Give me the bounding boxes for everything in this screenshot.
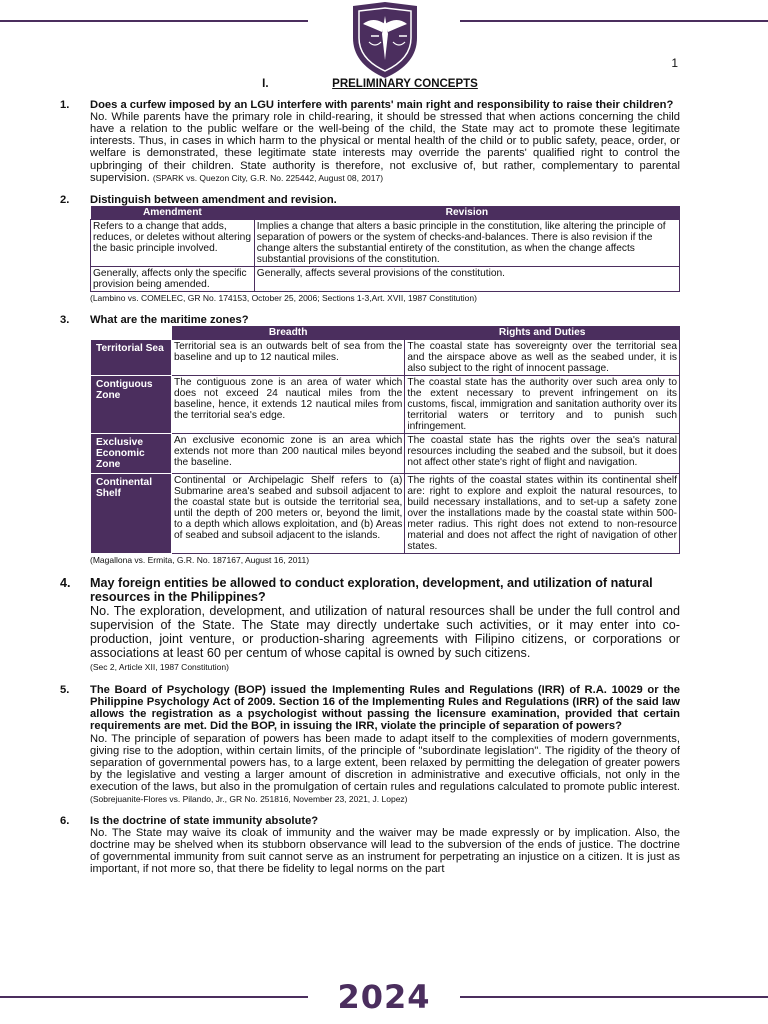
table-cell: Continental or Archipelagic Shelf refers to (a) Submarine area's seabed and subsoil adjacent to the coastal state but is outside the territorial sea, until the depth of 200 meters or, beyond the limit, to a depth which allows exploitation, and (b) Areas of seabed and subsoil adjacent to the islands.: [172, 474, 405, 554]
table-cell: Implies a change that alters a basic principle in the constitution, like altering the principle of separation of powers or the system of checks-and-balances. There is also revision if the change alters the substantial entirety of the constitution, as when the change affects substantial provisions of the constitution.: [254, 219, 679, 266]
table-row: [91, 266, 680, 291]
question-text: Is the doctrine of state immunity absolute?: [90, 815, 319, 828]
header-rule-right: [460, 20, 768, 22]
citation: (Lambino vs. COMELEC, GR No. 174153, October 25, 2006; Sections 1-3,Art. XVII, 1987 Constitution): [90, 292, 477, 303]
footer-year: 2024: [337, 978, 431, 1016]
table-row: [91, 340, 680, 376]
question-number: 4.: [60, 576, 71, 591]
page-number: 1: [671, 56, 678, 70]
section-number: I.: [262, 78, 269, 90]
table-row: [91, 434, 680, 474]
question-number: 1.: [60, 99, 70, 112]
table-row: [91, 474, 680, 554]
question-item-2: [60, 194, 680, 304]
question-number: 6.: [60, 815, 70, 828]
table-cell: The contiguous zone is an area of water which does not exceed 24 nautical miles from the baseline, hence, it extends 12 nautical miles from the territorial sea's edge.: [172, 376, 405, 434]
question-text: The Board of Psychology (BOP) issued the Implementing Rules and Regulations (IRR) of R.A. 10029 or the Philippine Psychology Act of 2009. Section 16 of the Implementing Rules and Regulations (IRR) of the said law allows the registration as a psychologist without passing the licensure examination, provided that certain requirements are met. Did the BOP, in issuing the IRR, violate the principle of separation of powers?: [90, 684, 680, 733]
question-item-1: [60, 99, 680, 184]
table-row: [91, 219, 680, 266]
table-cell: An exclusive economic zone is an area which extends not more than 200 nautical miles beyond the baseline.: [172, 434, 405, 474]
citation: (Sobrejuanite-Flores vs. Pilando, Jr., GR No. 251816, November 23, 2021, J. Lopez): [90, 793, 408, 804]
question-number: 2.: [60, 193, 70, 206]
citation: (Magallona vs. Ermita, G.R. No. 187167, August 16, 2011): [90, 555, 310, 566]
table-cell: The coastal state has the rights over the sea's natural resources including the seabed and the subsoil, but it does not affect other state's right of flight and navigation.: [405, 434, 680, 474]
question-text: May foreign entities be allowed to conduct exploration, development, and utilization of natural resources in the Philippines?: [90, 576, 653, 605]
table-cell: The coastal state has the authority over such area only to the extent necessary to prevent infringement on its customs, fiscal, immigration and sanitation authority over its territorial waters or territory and to punish such infringement.: [405, 376, 680, 434]
question-number: 5.: [60, 684, 70, 697]
answer-text: No. The exploration, development, and utilization of natural resources shall be under the full control and supervision of the State. The State may directly undertake such activities, or it may enter into co-production, joint venture, or production-sharing agreements with Filipino citizens, or corporations or associations at least 60 per centum of whose capital is owned by such citizens.: [90, 604, 680, 661]
table-header: Amendment: [91, 206, 255, 220]
table-header: Breadth: [172, 326, 405, 340]
table-cell: Generally, affects several provisions of the constitution.: [254, 266, 679, 291]
question-number: 3.: [60, 313, 70, 326]
question-text: Does a curfew imposed by an LGU interfere with parents' main right and responsibility to raise their children?: [90, 99, 674, 112]
table-header: Revision: [254, 206, 679, 220]
table-cell: Refers to a change that adds, reduces, or deletes without altering the basic principle involved.: [91, 219, 255, 266]
zone-name: Contiguous Zone: [91, 376, 172, 434]
answer-text: No. While parents have the primary role in child-rearing, it should be stressed that when actions concerning the child have a relation to the public welfare or the well-being of the child, the State may act to promote these legitimate interests. Thus, in cases in which harm to the physical or mental health of the child or to public safety, peace, order, or welfare is demonstrated, these legitimate state interests may override the parents' qualified right to control the upbringing of their children. State authority is therefore, not exclusive of, but rather, complementary to parental supervision. (SPARK vs. Quezon City, G.R. No. 225442, August 08, 2017): [90, 111, 680, 184]
table-header: Rights and Duties: [405, 326, 680, 340]
answer-text: No. The principle of separation of powers has been made to adapt itself to the complexities of modern governments, giving rise to the adoption, within certain limits, of the principle of "subordinate legislation". The rigidity of the theory of separation of governmental powers has, to a large extent, been relaxed by permitting the delegation of greater powers by the legislative and vesting a larger amount of discretion in administrative and executive officials, not only in the execution of the laws, but also in the promulgation of certain rules and regulations calculated to promote public interest. (Sobrejuanite-Flores vs. Pilando, Jr., GR No. 251816, November 23, 2021, J. Lopez): [90, 732, 680, 804]
zone-name: Continental Shelf: [91, 474, 172, 554]
question-item-3: [60, 314, 680, 566]
table-cell: The coastal state has sovereignty over the territorial sea and the airspace above as well as the seabed under, it is also subject to the right of innocent passage.: [405, 340, 680, 376]
header-rule-left: [0, 20, 308, 22]
zone-name: Exclusive Economic Zone: [91, 434, 172, 474]
table-header-empty: [91, 326, 172, 340]
question-item-5: [60, 684, 680, 805]
table-cell: Generally, affects only the specific provision being amended.: [91, 266, 255, 291]
document-body: [60, 78, 680, 886]
section-title: PRELIMINARY CONCEPTS: [332, 78, 478, 90]
question-item-4: [60, 576, 680, 674]
crest-logo-icon: [349, 2, 421, 80]
maritime-zones-table: [90, 326, 680, 554]
question-text: Distinguish between amendment and revision.: [90, 193, 337, 206]
table-cell: Territorial sea is an outwards belt of sea from the baseline and up to 12 nautical miles.: [172, 340, 405, 376]
amendment-revision-table: [90, 206, 680, 292]
question-text: What are the maritime zones?: [90, 313, 249, 326]
section-heading: [60, 78, 680, 90]
question-item-6: [60, 815, 680, 875]
table-row: [91, 376, 680, 434]
answer-text: No. The State may waive its cloak of immunity and the waiver may be made expressly or by implication. Also, the doctrine may be shelved when its stubborn observance will lead to the subversion of the ends of justice. The doctrine of governmental immunity from suit cannot serve as an instrument for perpetrating an injustice on a citizen. It is just as important, if not more so, that there be fidelity to legal norms on the part: [90, 827, 680, 876]
citation: (SPARK vs. Quezon City, G.R. No. 225442, August 08, 2017): [152, 172, 384, 183]
table-cell: The rights of the coastal states within its continental shelf are: right to explore and exploit the natural resources, to build necessary installations, and to set-up a safety zone over the installations made by the coastal state within 500-meter radius. This right does not extend to non-resource material and does not affect the right of navigation of other states.: [405, 474, 680, 554]
zone-name: Territorial Sea: [91, 340, 172, 376]
citation: (Sec 2, Article XII, 1987 Constitution): [90, 662, 229, 673]
